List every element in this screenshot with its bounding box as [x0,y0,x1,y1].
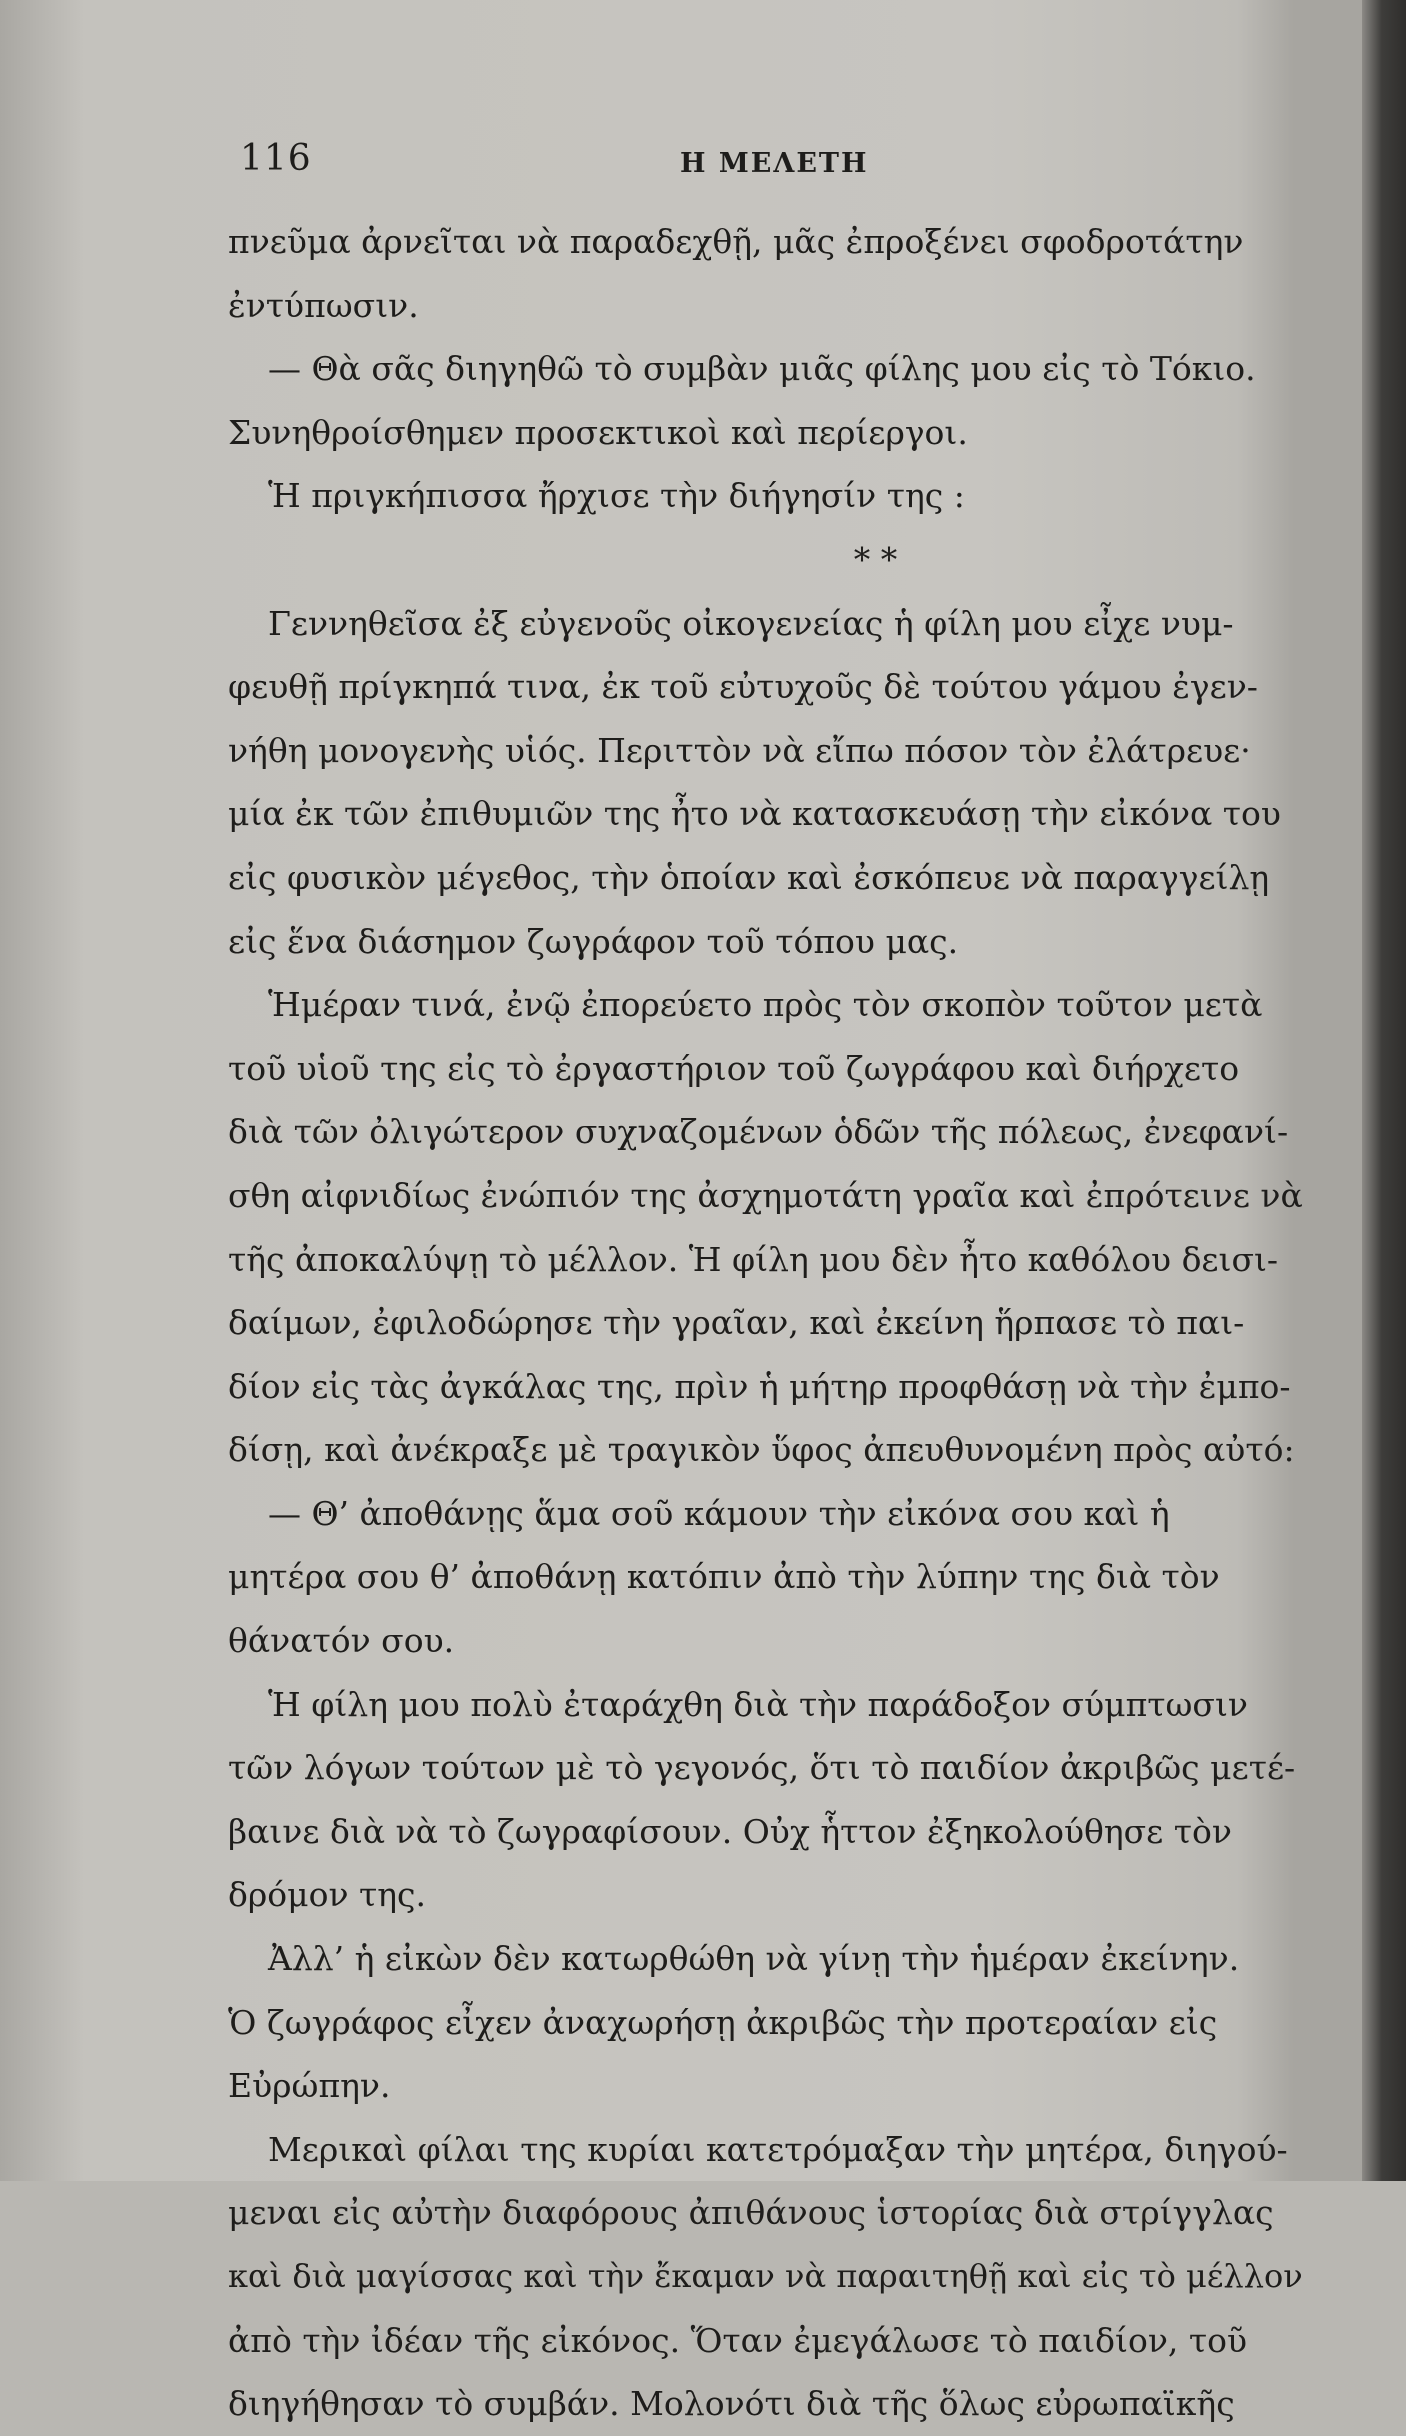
text-line: μητέρα σου θ’ ἀποθάνῃ κατόπιν ἀπὸ τὴν λύπην της διὰ τὸν [228,1557,1220,1597]
text-line: ἐντύπωσιν. [228,285,419,325]
text-line: θάνατόν σου. [228,1621,455,1661]
text-line: ἀπὸ τὴν ἰδέαν τῆς εἰκόνος. Ὅταν ἐμεγάλωσε τὸ παιδίον, τοῦ [228,2320,1248,2360]
text-line: Εὐρώπην. [228,2066,391,2106]
text-line: — Θὰ σᾶς διηγηθῶ τὸ συμβὰν μιᾶς φίλης μου εἰς τὸ Τόκιο. [268,349,1256,389]
text-line: * * [853,539,898,579]
text-line: δίον εἰς τὰς ἀγκάλας της, πρὶν ἡ μήτηρ προφθάσῃ νὰ τὴν ἐμπο- [228,1366,1291,1406]
text-line: πνεῦμα ἀρνεῖται νὰ παραδεχθῇ, μᾶς ἐπροξένει σφοδροτάτην [228,222,1244,261]
page-header [240,138,1300,188]
text-line: Γεννηθεῖσα ἐξ εὐγενοῦς οἰκογενείας ἡ φίλη μου εἶχε νυμ- [268,603,1234,643]
text-line: φευθῇ πρίγκηπά τινα, ἐκ τοῦ εὐτυχοῦς δὲ τούτου γάμου ἐγεν- [228,667,1258,707]
text-line: Συνηθροίσθημεν προσεκτικοὶ καὶ περίεργοι. [228,412,968,452]
text-line: — Θ’ ἀποθάνῃς ἅμα σοῦ κάμουν τὴν εἰκόνα σου καὶ ἡ [268,1493,1170,1533]
text-line: δρόμον της. [228,1875,426,1915]
text-line: μεναι εἰς αὐτὴν διαφόρους ἀπιθάνους ἱστορίας διὰ στρίγγλας [228,2193,1274,2233]
text-line: Ὁ ζωγράφος εἶχεν ἀναχωρήσῃ ἀκριβῶς τὴν προτεραίαν εἰς [228,2002,1218,2042]
text-line: τῶν λόγων τούτων μὲ τὸ γεγονός, ὅτι τὸ παιδίον ἀκριβῶς μετέ- [228,1748,1296,1788]
running-title: Η ΜΕΛΕΤΗ [680,148,869,179]
text-line: καὶ διὰ μαγίσσας καὶ τὴν ἔκαμαν νὰ παραιτηθῇ καὶ εἰς τὸ μέλλον [228,2257,1303,2295]
text-line: νήθη μονογενὴς υἱός. Περιττὸν νὰ εἴπω πόσον τὸν ἐλάτρευε· [228,730,1251,770]
text-line: μία ἐκ τῶν ἐπιθυμιῶν της ἦτο νὰ κατασκευάσῃ τὴν εἰκόνα του [228,794,1281,834]
text-line: δίσῃ, καὶ ἀνέκραξε μὲ τραγικὸν ὕφος ἀπευθυνομένη πρὸς αὐτό: [228,1430,1295,1470]
body-text [228,210,1303,2436]
text-line: εἰς ἕνα διάσημον ζωγράφον τοῦ τόπου μας. [228,921,959,961]
text-line: εἰς φυσικὸν μέγεθος, τὴν ὁποίαν καὶ ἐσκόπευε νὰ παραγγείλῃ [228,857,1270,897]
text-line: Ἀλλ’ ἡ εἰκὼν δὲν κατωρθώθη νὰ γίνῃ τὴν ἡμέραν ἐκείνην. [268,1939,1240,1979]
page-number: 116 [240,138,312,179]
text-line: σθη αἰφνιδίως ἐνώπιόν της ἀσχημοτάτη γραῖα καὶ ἐπρότεινε νὰ [228,1175,1303,1215]
text-line: Ἡ πριγκήπισσα ἤρχισε τὴν διήγησίν της : [268,476,965,516]
text-line: διηγήθησαν τὸ συμβάν. Μολονότι διὰ τῆς ὅλως εὐρωπαϊκῆς [228,2384,1235,2424]
text-line: τῆς ἀποκαλύψῃ τὸ μέλλον. Ἡ φίλη μου δὲν ἦτο καθόλου δεισι- [228,1239,1279,1279]
text-line: Μερικαὶ φίλαι της κυρίαι κατετρόμαξαν τὴν μητέρα, διηγού- [268,2129,1288,2169]
text-line: Ἡμέραν τινά, ἐνῷ ἐπορεύετο πρὸς τὸν σκοπὸν τοῦτον μετὰ [268,985,1263,1025]
text-line: βαινε διὰ νὰ τὸ ζωγραφίσουν. Οὐχ ἧττον ἐξηκολούθησε τὸν [228,1811,1232,1851]
text-line: τοῦ υἱοῦ της εἰς τὸ ἐργαστήριον τοῦ ζωγράφου καὶ διήρχετο [228,1048,1240,1088]
text-line: διὰ τῶν ὀλιγώτερον συχναζομένων ὁδῶν τῆς πόλεως, ἐνεφανί- [228,1112,1289,1152]
text-line: δαίμων, ἐφιλοδώρησε τὴν γραῖαν, καὶ ἐκείνη ἥρπασε τὸ παι- [228,1303,1245,1343]
text-line: Ἡ φίλη μου πολὺ ἐταράχθη διὰ τὴν παράδοξον σύμπτωσιν [268,1684,1248,1724]
book-gutter [1362,0,1406,2181]
